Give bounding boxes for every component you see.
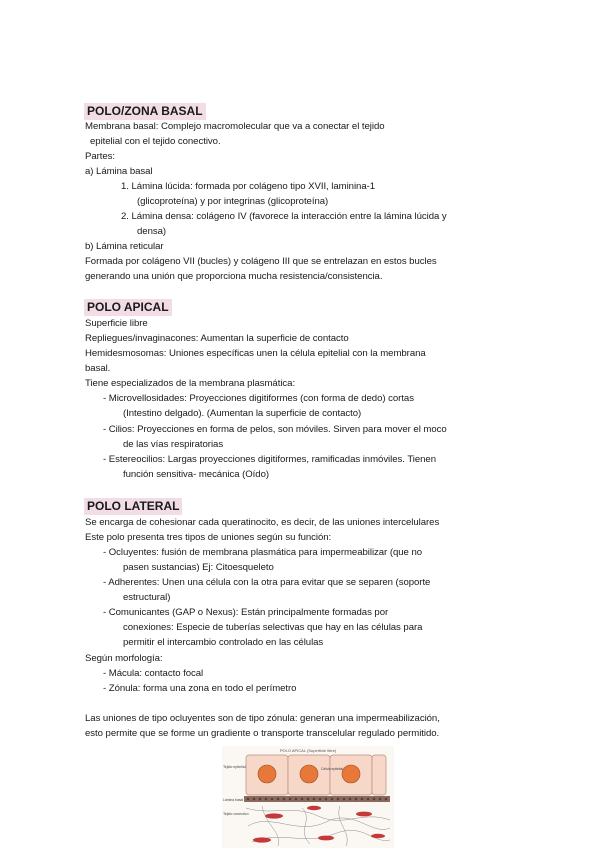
epithelium-diagram	[222, 746, 394, 848]
text-line: (glicoproteína) y por integrinas (glicoproteína)	[137, 196, 329, 207]
cell-nucleus	[342, 765, 360, 783]
list-item: - Estereocilios: Largas proyecciones digitiformes, ramificadas inmóviles. Tienen	[103, 454, 436, 465]
text-line: Las uniones de tipo ocluyentes son de tipo zónula: generan una impermeabilización,	[85, 713, 440, 724]
text-line: Según morfología:	[85, 653, 163, 664]
list-item: - Ocluyentes: fusión de membrana plasmática para impermeabilizar (que no	[103, 547, 423, 558]
text-line: Repliegues/invaginacones: Aumentan la superficie de contacto	[85, 333, 349, 344]
list-item: 2. Lámina densa: colágeno IV (favorece la interacción entre la lámina lúcida y	[121, 211, 447, 222]
section-heading-lateral: POLO LATERAL	[84, 498, 182, 515]
text-line: pasen sustancias) Ej: Citoesqueleto	[123, 562, 274, 573]
label-connective-tissue: Tejido conectivo	[223, 812, 249, 816]
text-line: Tiene especializados de la membrana plasmática:	[85, 378, 296, 389]
text-line: Este polo presenta tres tipos de uniones según su función:	[85, 532, 332, 543]
text-line: de las vías respiratorias	[123, 439, 224, 450]
text-line: b) Lámina reticular	[85, 241, 164, 252]
fibroblast	[371, 834, 385, 838]
text-line: estructural)	[123, 592, 171, 603]
section-heading-apical: POLO APICAL	[84, 299, 172, 316]
cell-nucleus	[300, 765, 318, 783]
label-epithelial-cell: Célula epitelial	[321, 767, 344, 771]
text-line: conexiones: Especie de tuberías selectivas que hay en las células para	[123, 622, 423, 633]
fibroblast	[318, 836, 334, 841]
text-line: Membrana basal: Complejo macromolecular que va a conectar el tejido	[85, 121, 385, 132]
fibroblast	[253, 837, 271, 842]
list-item: - Comunicantes (GAP o Nexus): Están principalmente formadas por	[103, 607, 389, 618]
epithelial-cell-edge	[372, 755, 386, 795]
text-line: Formada por colágeno VII (bucles) y colágeno III que se entrelazan en estos bucles	[85, 256, 437, 267]
list-item: - Mácula: contacto focal	[103, 668, 204, 679]
list-item: - Microvellosidades: Proyecciones digitiformes (con forma de dedo) cortas	[103, 393, 414, 404]
text-line: densa)	[137, 226, 167, 237]
text-line: Superficie libre	[85, 318, 148, 329]
text-line: Partes:	[85, 151, 116, 162]
label-epithelial-tissue: Tejido epitelial	[223, 765, 246, 769]
text-line: función sensitiva- mecánica (Oído)	[123, 469, 270, 480]
fibroblast	[356, 812, 372, 817]
list-item: 1. Lámina lúcida: formada por colágeno tipo XVII, laminina-1	[121, 181, 376, 192]
text-line: a) Lámina basal	[85, 166, 153, 177]
list-item: - Cilios: Proyecciones en forma de pelos, son móviles. Sirven para mover el moco	[103, 424, 447, 435]
text-line: generando una unión que proporciona mucha resistencia/consistencia.	[85, 271, 383, 282]
text-line: esto permite que se forme un gradiente o transporte transcelular regulado permitido.	[85, 728, 440, 739]
label-basal-lamina: Lámina basal	[223, 798, 244, 802]
text-line: Hemidesmosomas: Uniones específicas unen la célula epitelial con la membrana	[85, 348, 426, 359]
text-line: Se encarga de cohesionar cada queratinocito, es decir, de las uniones intercelulares	[85, 517, 440, 528]
list-item: - Zónula: forma una zona en todo el perímetro	[103, 683, 297, 694]
fibroblast	[307, 806, 321, 810]
cell-nucleus	[258, 765, 276, 783]
fibroblast	[265, 813, 283, 818]
section-heading-basal: POLO/ZONA BASAL	[84, 103, 206, 120]
text-line: basal.	[85, 363, 111, 374]
list-item: - Adherentes: Unen una célula con la otra para evitar que se separen (soporte	[103, 577, 431, 588]
text-line: permitir el intercambio controlado en las células	[123, 637, 324, 648]
text-line: (Intestino delgado). (Aumentan la superficie de contacto)	[123, 408, 362, 419]
text-line: epitelial con el tejido conectivo.	[90, 136, 221, 147]
figure-label-top: POLO APICAL (Superficie libre)	[279, 748, 337, 753]
